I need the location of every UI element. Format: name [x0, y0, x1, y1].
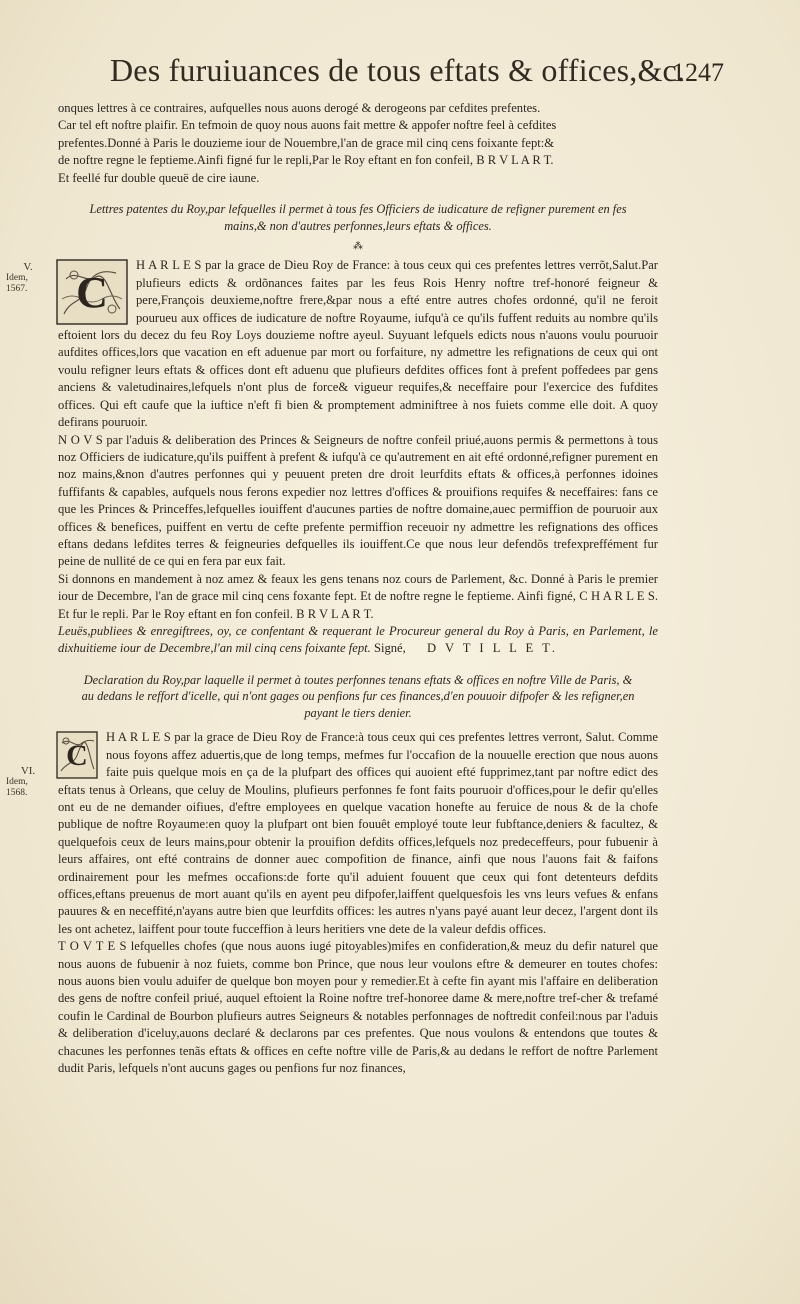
paragraph: Si donnons en mandement à noz amez & feaux les gens tenans noz cours de Parlement, &c. Donné à Paris le premier iour de Decembre, l'an de grace mil cinq cens foxante fept. Et de noftre regne le feptieme. Ainfi figné, C H A R L E S. Et fur le repli. Par le Roy eftant en fon confeil. B R V L A R T.	[58, 571, 658, 621]
paragraph: H A R L E S par la grace de Dieu Roy de France: à tous ceux qui ces prefentes lettres verrõt,Salut.Par plufieurs edicts & ordõnances faites par les feus Rois Henry noftre tref-honoré feigneur & pere,François deuxieme,noftre frere,&par nous a efté entre autres chofes ordonné, qu'il ne feroit pourueu aux offices de iudicature de noftre Royaume, iufqu'à ce qu'ils fuffent reduits au nombre qu'ils eftoient lors du decez du feu Roy Loys douzieme noftre ayeul. Suyuant lefquels edicts nous n'auons voulu pouruoir aufdites offices,lors que vacation en eft aduenue par mort ou forfaiture, ny admettre les refignations de ceux qui ont voulu refigner leurs eftats & offices dont eft aduenu que plufieurs defdites offices font à prefent poffedees par gens anciens & valetudinaires,lefquels n'ont plus de force& vigueur requifes,& neceffaire pour l'exercice des fufdites offices. Qui eft caufe que la iuftice n'eft fi bien & promptement adminiftree à nos fuiets comme elle doit. A quoy defirans pouruoir.	[58, 258, 658, 430]
margin-note-vi	[6, 766, 50, 799]
section-heading-declaration: Declaration du Roy,par laquelle il permet à toutes perfonnes tenans eftats & offices en noftre Ville de Paris, & au dedans le reffort d'icelle, qui n'ont gages ou penfions fur ces finances,d'en pouuoir difpofer & les refigner,en payant le tiers denier.	[81, 672, 635, 720]
intro-line: onques lettres à ce contraires, aufquelles nous auons derogé & derogeons par cefdites prefentes.	[58, 101, 541, 115]
intro-line: de noftre regne le feptieme.Ainfi figné fur le repli,Par le Roy eftant en fon confeil, B R V L A R T.	[58, 153, 554, 168]
intro-line: prefentes.Donné à Paris le douzieme iour de Nouembre,l'an de grace mil cinq cens foixante fept:&	[58, 135, 555, 150]
paragraph: H A R L E S par la grace de Dieu Roy de France:à tous ceux qui ces prefentes lettres verront, Salut. Comme nous foyons affez aduertis,que de long temps, mefmes fur l'occafion de la nouuelle erection que nous auons faite puis quelque mois en ça de la plufpart des offices qui auoient efté fupprimez,tant par noftre edict des eftats tenus à Orleans, que celuy de Moulins, plufieurs perfonnes fe font faits pouruoir d'offices,pour le defir qu'elles ont eu de ne demander oifiues, d'eftre employees en quelque vacation honefte au feruice de nous & de la chofe publique de noftre Royaume:en quoy la plufpart ont bien fouuêt employé toute leur fubftance,deniers & facultez, & quelquefois ceux de leurs mains,pour obtenir la prouifion defdits offices,lefquels noz predeceffeurs, pour fubuenir à leurs affaires, ont efté contrains de donner auec compofition de finance, ainfi que nous l'auons fait & faifons ordinairement pour les mefmes occafions:de forte qu'il aduient fouuent que ceux qui font detenteurs defdits offices,eftans preuenus de mort auant qu'ils en ayent peu difpofer,laiffent quelquesfois les vns leurs vefues & enfans pauures & en neceffité,n'ayans autre bien que leurfdits offices: les autres n'yans payé auant leur decez, l'argent dont ils les ont achetez, laiffent pour toute fucceffion à leurs heritiers vne dete de la valeur defdis offices.	[58, 730, 658, 936]
decorated-initial-c	[56, 259, 128, 325]
registration-signed-label: Signé,	[373, 641, 406, 656]
margin-note-v	[6, 262, 50, 295]
text-body	[58, 100, 658, 1077]
margin-note-roman: VI.	[20, 765, 36, 777]
running-title: Des furuiuances de tous eftats & offices,&c.	[110, 52, 686, 88]
page-header	[100, 52, 724, 96]
initial-letter: C	[76, 267, 108, 317]
margin-note-date: Idem, 1568.	[6, 777, 28, 798]
page-number: 1247	[672, 58, 724, 87]
registration-note	[58, 623, 658, 658]
initial-letter: C	[66, 738, 88, 772]
paragraph: N O V S par l'aduis & deliberation des Princes & Seigneurs de noftre confeil priué,auons permis & permettons à tous noz Officiers de iudicature,qu'ils puiffent à prefent & iufqu'à ce qu'autrement en ait efté ordonné,refigner purement en noz mains,&non d'autres perfonnes qui y peuuent preten dre droit leurfdits eftats & offices,à perfonnes idoines fuffifants & capables, aufquels nous ferons expedier noz lettres d'offices & prouifions requifes & neceffaires: fans ce que les Princes & Princeffes,lefquelles iouiffent d'aucunes parties de noftre domaine,auec permiffion de pouruoir aux offices & benefices, puiffent en vertu de cefte prefente permiffion receuoir ny admettre les refignations des offices eftans dedans lefdites terres & feigneuries defquelles ils iouiffent.Ce que nous leur defendõs trefexpreffément fur peine de nullité de ce qui en fera par eux fait.	[58, 432, 658, 569]
decorated-initial-c-2	[56, 731, 98, 779]
fleuron-ornament: ⁂	[353, 241, 363, 253]
intro-line: Et feellé fur double queuë de cire iaune.	[58, 170, 260, 185]
section-heading-lettres-patentes: Lettres patentes du Roy,par lefquelles il permet à tous fes Officiers de iudicature de refigner purement en fes mains,& non d'autres perfonnes,leurs eftats & offices.	[89, 202, 627, 233]
registration-signatory: D V T I L L E T.	[426, 641, 558, 656]
margin-note-date: Idem, 1567.	[6, 273, 28, 294]
margin-note-roman: V.	[23, 261, 33, 273]
registration-text: Leuës,publiees & enregiftrees, oy, ce confentant & requerant le Procureur general du Roy à Paris, en Parlement, le dixhuitieme iour de Decembre,l'an mil cinq cens foixante fept.	[58, 623, 658, 656]
intro-line: Car tel eft noftre plaifir. En tefmoin de quoy nous auons fait mettre & appofer noftre feel à cefdites	[58, 118, 557, 133]
paragraph: T O V T E S lefquelles chofes (que nous auons iugé pitoyables)mifes en confideration,& meuz du defir naturel que nous auons de fubuenir à noz fuiets, comme bon Prince, que nous leur voulons eftre & demeurer en toutes chofes: nous auons bien voulu aduifer de quelque bon moyen pour y remedier.Et à cefte fin ayant mis l'affaire en deliberation des gens de noftre confeil priué, auquel eftoient la Roine noftre tref-honoree dame & mere,noftre tref-cher & trefamé coufin le Cardinal de Bourbon plufieurs autres Seigneurs & notables perfonnages de noftredit confeil:nous par l'aduis & deliberation d'iceluy,auons declaré & declarons par ces prefentes. Que nous voulons & entendons que toutes & chacunes les perfonnes tenãs eftats & offices en cefte noftre ville de Paris,& au dedans le reffort de noftre Parlement dudit Paris, lefquels n'ont aucuns gages ou penfions fur noz finances,	[58, 939, 658, 1075]
